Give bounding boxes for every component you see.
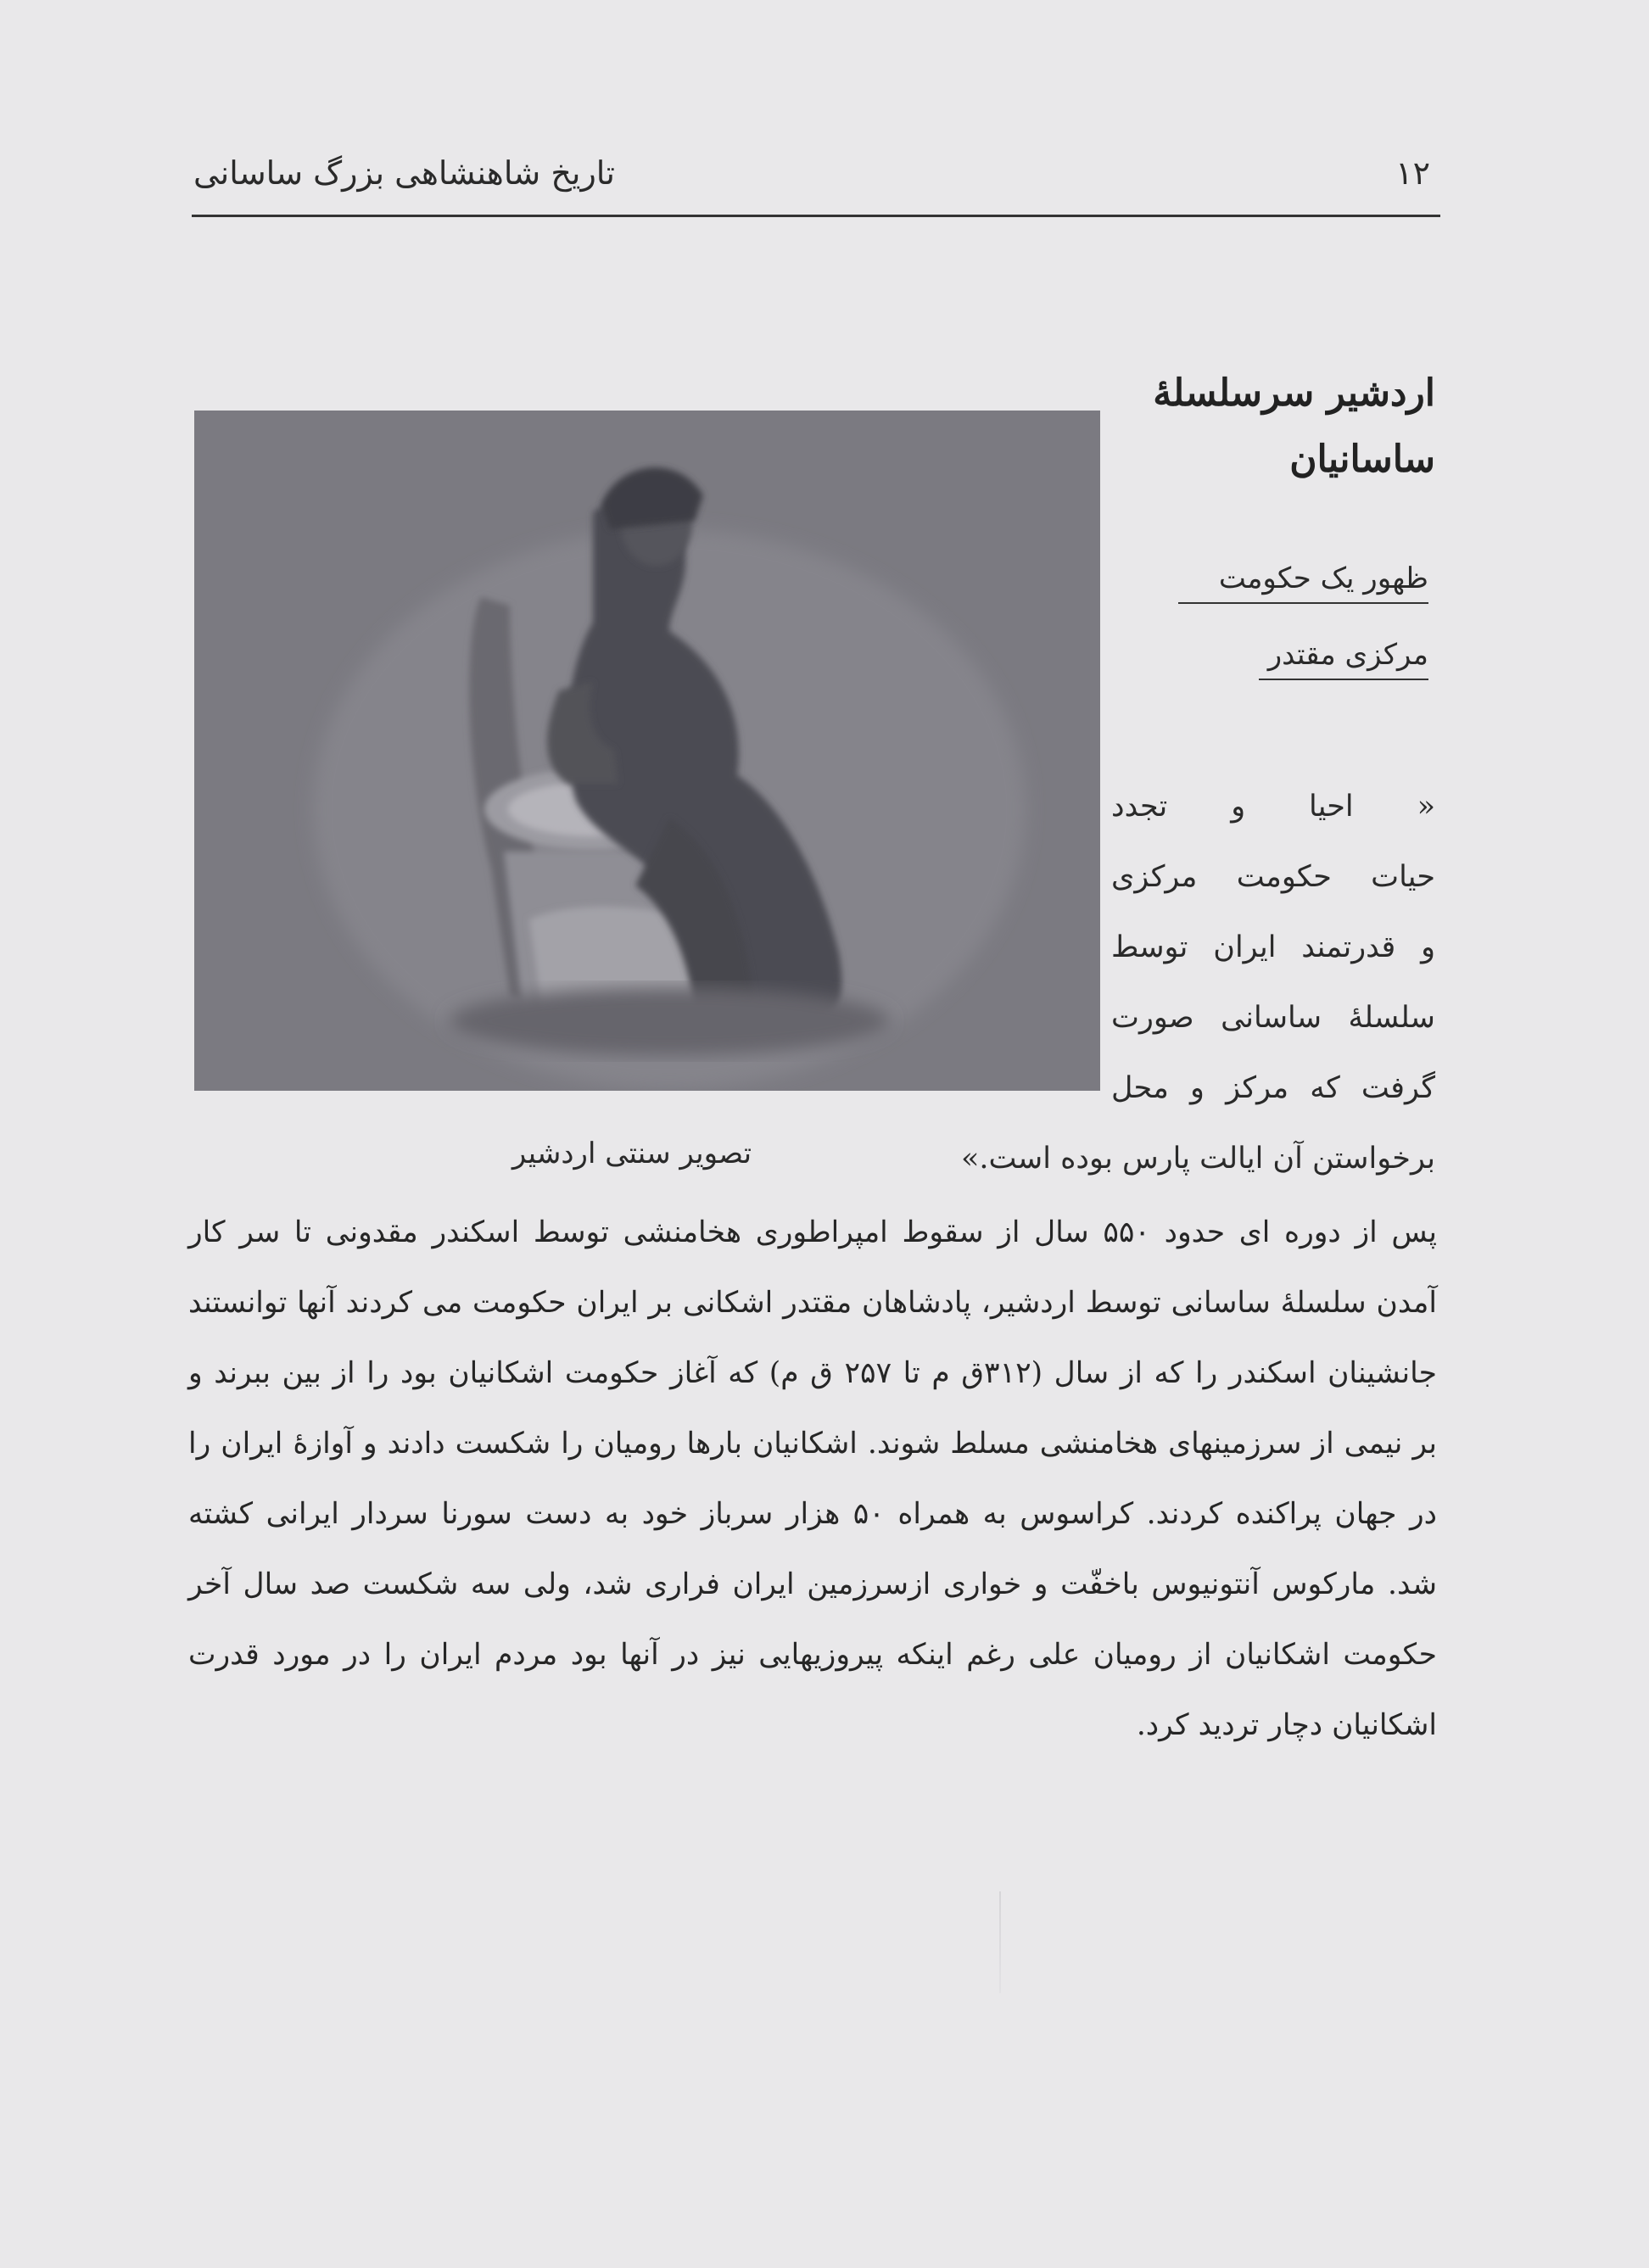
body-line: اشکانیان دچار تردید کرد. <box>1136 1708 1437 1742</box>
seated-king-illustration <box>194 411 1100 1091</box>
quote-line: گرفت که مرکز و محل <box>1111 1071 1435 1105</box>
scan-mark <box>999 1891 1001 1993</box>
quote-line: « احیا و تجدد <box>1111 790 1435 824</box>
body-line: حکومت اشکانیان از رومیان علی رغم اینکه پیروزیهایی نیز در آنها بود مردم ایران را در مورد قدرت <box>188 1638 1437 1672</box>
section-heading <box>1104 360 1435 493</box>
body-line: در جهان پراکنده کردند. کراسوس به همراه ۵۰ هزار سرباز خود به دست سورنا سردار ایرانی کشته <box>188 1497 1438 1531</box>
body-line: جانشینان اسکندر را که از سال (۳۱۲ق م تا ۲۵۷ ق م) که آغاز حکومت اشکانیان بود را از بین ببرند و <box>188 1356 1437 1390</box>
section-heading-line-2: ساسانیان <box>1289 438 1435 481</box>
body-line: آمدن سلسلهٔ ساسانی توسط اردشیر، پادشاهان مقتدر اشکانی بر ایران حکومت می کردند آنها توانستند <box>188 1286 1437 1320</box>
subheading-line-2: مرکزی مقتدر <box>1259 638 1428 680</box>
body-line: بر نیمی از سرزمینهای هخامنشی مسلط شوند. اشکانیان بارها رومیان را شکست دادند و آوازهٔ ایران را <box>188 1427 1437 1461</box>
figure-caption: تصویر سنتی اردشیر <box>511 1137 752 1170</box>
quote-line: حیات حکومت مرکزی <box>1111 860 1435 894</box>
body-line: پس از دوره ای حدود ۵۵۰ سال از سقوط امپراطوری هخامنشی توسط اسکندر مقدونی تا سر کار <box>188 1215 1437 1249</box>
quote-closing-line: برخواستن آن ایالت پارس بوده است.» <box>961 1142 1435 1176</box>
header-rule <box>192 215 1440 217</box>
quote-column <box>1111 772 1435 1124</box>
quote-line: و قدرتمند ایران توسط <box>1111 930 1435 964</box>
section-heading-line-1: اردشیر سرسلسلهٔ <box>1153 371 1435 415</box>
portrait-image-ardashir <box>194 411 1100 1091</box>
subheading-line-1: ظهور یک حکومت <box>1178 561 1428 604</box>
page-number: ۱۲ <box>1395 154 1430 192</box>
body-line: شد. مارکوس آنتونیوس باخفّت و خواری ازسرزمین ایران فراری شد، ولی سه شکست صد سال آخر <box>188 1567 1437 1601</box>
running-title: تاریخ شاهنشاهی بزرگ ساسانی <box>193 154 615 192</box>
quote-line: سلسلهٔ ساسانی صورت <box>1111 1001 1435 1035</box>
body-paragraph <box>188 1198 1437 1761</box>
